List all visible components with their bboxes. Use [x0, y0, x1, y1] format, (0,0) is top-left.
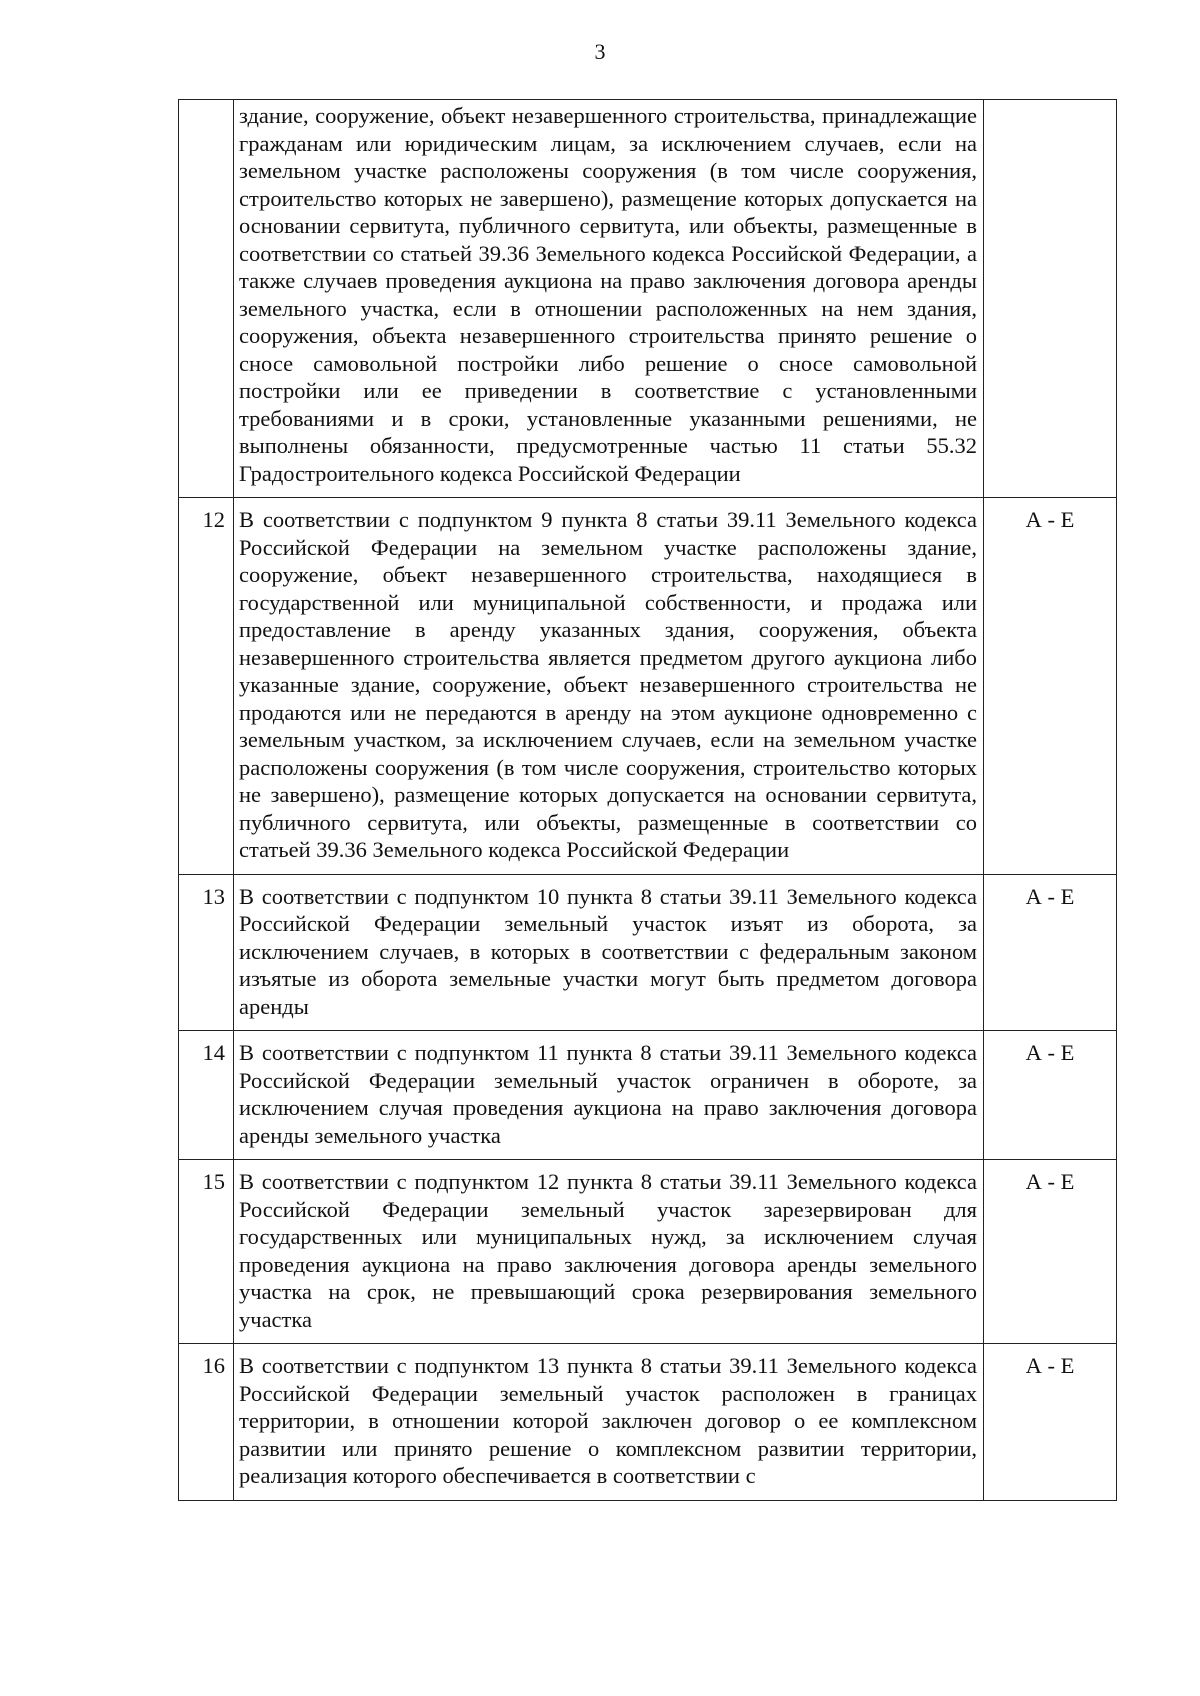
row-number: 13: [179, 874, 234, 1031]
row-number: 14: [179, 1031, 234, 1160]
table-row: [179, 1344, 1117, 1501]
row-code: А - Е: [984, 498, 1117, 875]
row-text: В соответствии с подпунктом 13 пункта 8 статьи 39.11 Земельного кодекса Российской Федерации земельный участок расположен в границах территории, в отношении которой заключен договор о ее комплексном развитии или принято решение о комплексном развитии территории, реализация которого обеспечивается в соответствии с: [234, 1344, 984, 1501]
row-text: В соответствии с подпунктом 11 пункта 8 статьи 39.11 Земельного кодекса Российской Федерации земельный участок ограничен в обороте, за исключением случая проведения аукциона на право заключения договора аренды земельного участка: [234, 1031, 984, 1160]
row-code: А - Е: [984, 1344, 1117, 1501]
row-text: здание, сооружение, объект незавершенного строительства, принадлежащие гражданам или юридическим лицам, за исключением случаев, если на земельном участке расположены сооружения (в том числе сооружения, строительство которых не завершено), размещение которых допускается на основании сервитута, публичного сервитута, или объекты, размещенные в соответствии со статьей 39.36 Земельного кодекса Российской Федерации, а также случаев проведения аукциона на право заключения договора аренды земельного участка, если в отношении расположенных на нем здания, сооружения, объекта незавершенного строительства принято решение о сносе самовольной постройки либо решение о сносе самовольной постройки или ее приведении в соответствие с установленными требованиями и в сроки, установленные указанными решениями, не выполнены обязанности, предусмотренные частью 11 статьи 55.32 Градостроительного кодекса Российской Федерации: [234, 100, 984, 498]
row-code: [984, 100, 1117, 498]
row-code: А - Е: [984, 874, 1117, 1031]
table-row: [179, 100, 1117, 498]
row-text: В соответствии с подпунктом 12 пункта 8 статьи 39.11 Земельного кодекса Российской Федерации земельный участок зарезервирован для государственных или муниципальных нужд, за исключением случая проведения аукциона на право заключения договора аренды земельного участка на срок, не превышающий срока резервирования земельного участка: [234, 1160, 984, 1344]
table-row: [179, 874, 1117, 1031]
page-number: 3: [594, 39, 606, 64]
row-text: В соответствии с подпунктом 9 пункта 8 статьи 39.11 Земельного кодекса Российской Федерации на земельном участке расположены здание, сооружение, объект незавершенного строительства, находящиеся в государственной или муниципальной собственности, и продажа или предоставление в аренду указанных здания, сооружения, объекта незавершенного строительства является предметом другого аукциона либо указанные здание, сооружение, объект незавершенного строительства не продаются или не передаются в аренду на этом аукционе одновременно с земельным участком, за исключением случаев, если на земельном участке расположены сооружения (в том числе сооружения, строительство которых не завершено), размещение которых допускается на основании сервитута, публичного сервитута, или объекты, размещенные в соответствии со статьей 39.36 Земельного кодекса Российской Федерации: [234, 498, 984, 875]
row-number: [179, 100, 234, 498]
row-number: 15: [179, 1160, 234, 1344]
document-table: [178, 99, 1117, 1501]
table-row: [179, 1160, 1117, 1344]
row-code: А - Е: [984, 1160, 1117, 1344]
row-text: В соответствии с подпунктом 10 пункта 8 статьи 39.11 Земельного кодекса Российской Федерации земельный участок изъят из оборота, за исключением случаев, в которых в соответствии с федеральным законом изъятые из оборота земельные участки могут быть предметом договора аренды: [234, 874, 984, 1031]
row-number: 12: [179, 498, 234, 875]
row-number: 16: [179, 1344, 234, 1501]
row-code: А - Е: [984, 1031, 1117, 1160]
table-row: [179, 1031, 1117, 1160]
table-row: [179, 498, 1117, 875]
